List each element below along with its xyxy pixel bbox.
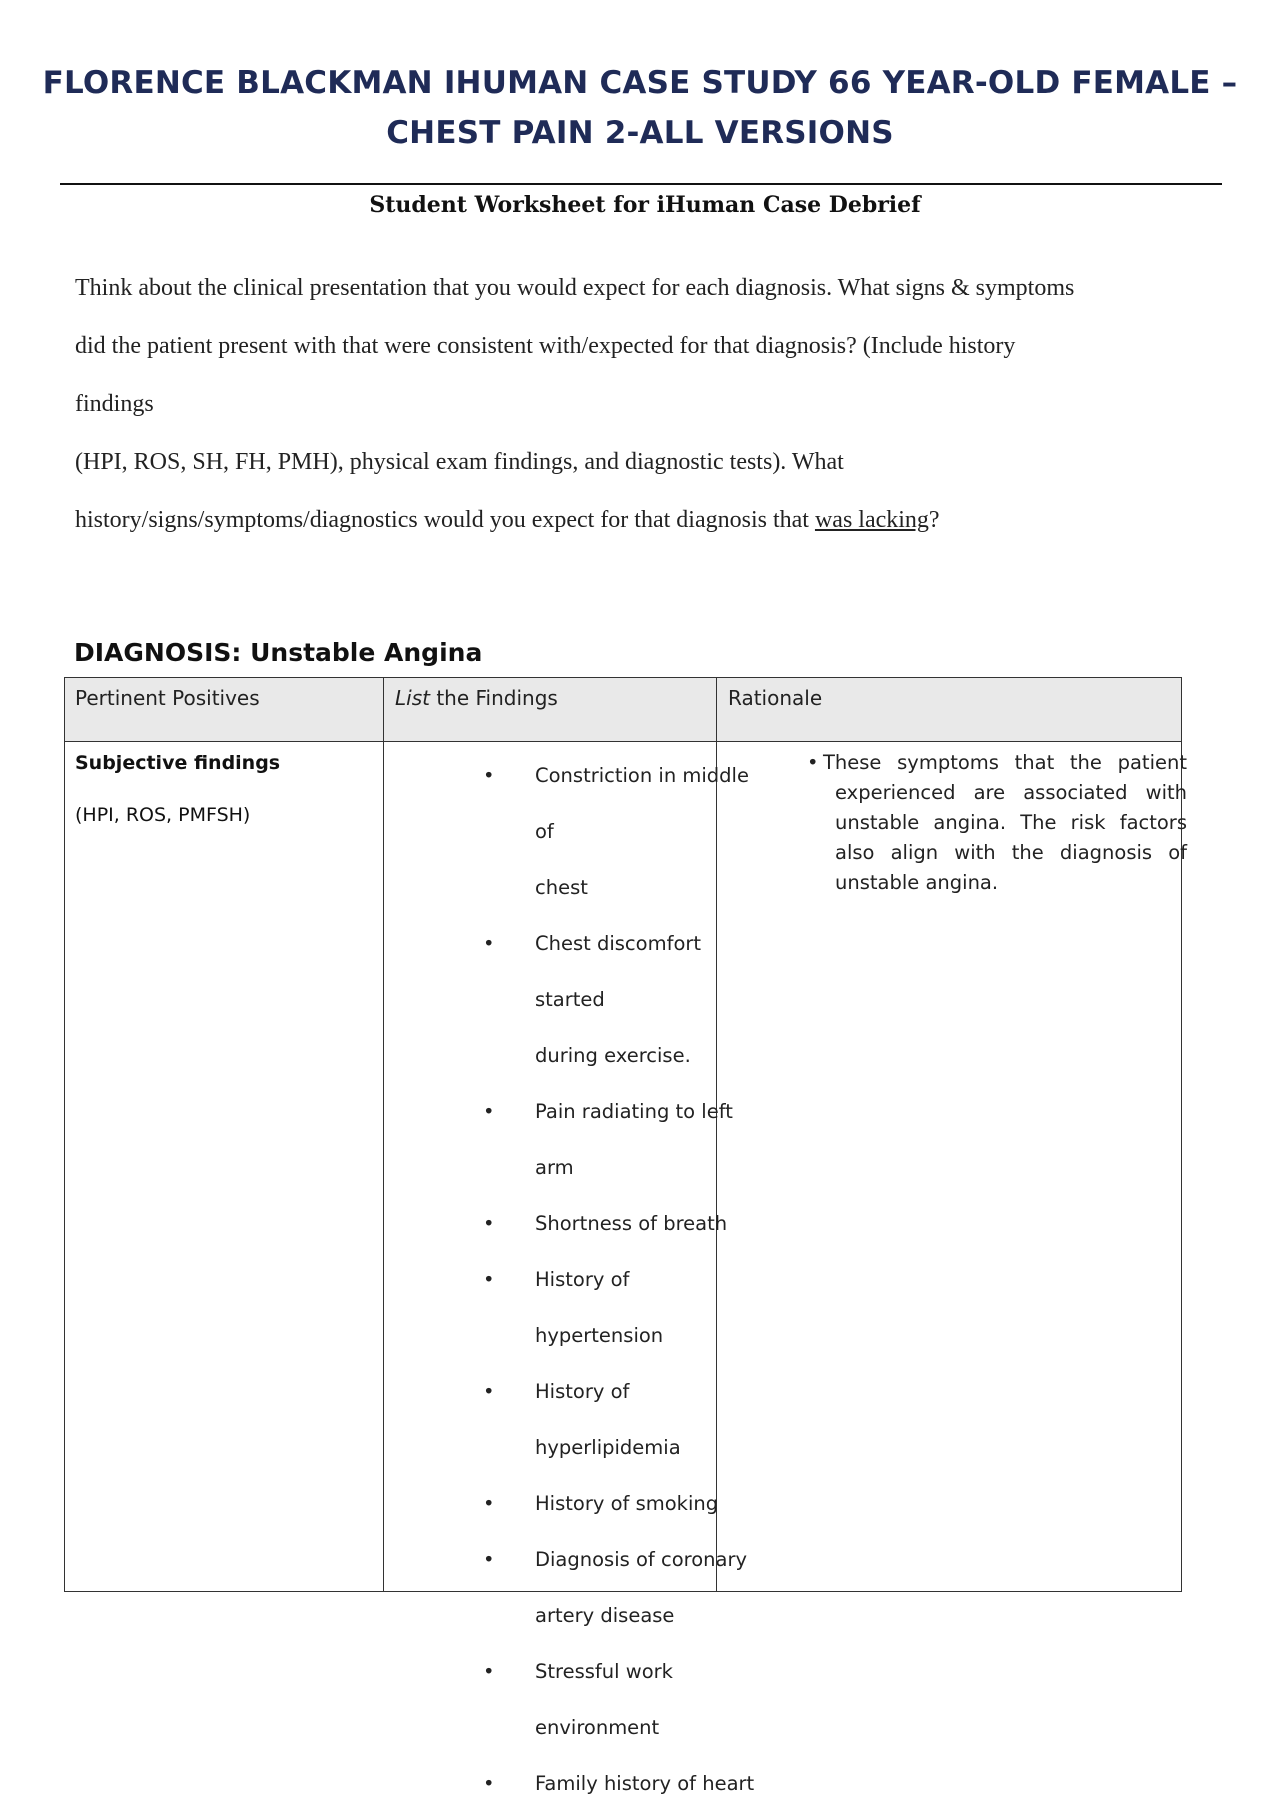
finding-text: Stressful work <box>535 1660 673 1683</box>
list-item <box>433 1252 763 1364</box>
diagnosis-heading: DIAGNOSIS: Unstable Angina <box>74 638 483 667</box>
rationale-text: These symptoms that the patient experienced are associated with unstable angina. The risk factors also align with the diagnosis of unstable angina. <box>823 751 1187 894</box>
column-divider <box>383 678 384 1591</box>
title-line-2: CHEST PAIN 2-ALL VERSIONS <box>386 115 894 151</box>
findings-list <box>433 748 763 1812</box>
header-list-italic: List <box>395 686 430 710</box>
instructions-line: did the patient present with that were consistent with/expected for that diagnosis? (Include history <box>75 333 1016 359</box>
instructions-paragraph <box>75 272 1235 562</box>
category-sublabel: (HPI, ROS, PMFSH) <box>75 804 251 826</box>
document-title <box>40 58 1240 158</box>
category-label: Subjective findings <box>75 752 281 774</box>
finding-text: Shortness of breath <box>535 1212 728 1235</box>
category-cell <box>75 752 280 826</box>
instructions-line <box>75 504 1235 562</box>
underlined-text: was lacking <box>814 507 929 533</box>
finding-text: hyperlipidemia <box>535 1436 681 1459</box>
header-pertinent-positives: Pertinent Positives <box>75 686 260 710</box>
finding-text: Family history of heart <box>535 1772 755 1795</box>
finding-text: Pain radiating to left arm <box>535 1100 733 1179</box>
list-item <box>433 1084 763 1196</box>
finding-text: during exercise. <box>535 1044 691 1067</box>
finding-text: environment <box>535 1716 660 1739</box>
finding-text: History of smoking <box>535 1492 719 1515</box>
instructions-line: Think about the clinical presentation that you would expect for each diagnosis. What signs & symptoms <box>75 275 1075 301</box>
title-line-1: FLORENCE BLACKMAN IHUMAN CASE STUDY 66 YEAR-OLD FEMALE – <box>42 65 1238 101</box>
instructions-text: ? <box>928 507 940 533</box>
title-divider <box>60 183 1222 185</box>
list-item <box>433 1476 763 1532</box>
finding-text: History of hypertension <box>535 1268 664 1347</box>
header-list-findings <box>395 686 558 710</box>
finding-text: Constriction in middle of <box>535 764 749 843</box>
bullet-icon: • <box>807 751 819 774</box>
instructions-line: findings <box>75 391 154 417</box>
list-item <box>433 1532 763 1644</box>
list-item <box>433 1196 763 1252</box>
finding-text: History of <box>535 1380 630 1403</box>
header-list-rest: the Findings <box>429 686 558 710</box>
rationale-cell <box>789 748 1187 898</box>
list-item <box>433 916 763 1084</box>
finding-text: Diagnosis of coronary <box>535 1548 748 1571</box>
finding-text: artery disease <box>535 1604 675 1627</box>
header-rationale: Rationale <box>728 686 823 710</box>
list-item <box>433 748 763 916</box>
list-item <box>433 1364 763 1476</box>
list-item <box>433 1644 763 1756</box>
finding-text: chest <box>535 876 588 899</box>
findings-table <box>64 677 1187 1795</box>
worksheet-subtitle: Student Worksheet for iHuman Case Debrief <box>369 192 921 218</box>
list-item <box>433 1756 763 1812</box>
instructions-line: (HPI, ROS, SH, FH, PMH), physical exam findings, and diagnostic tests). What <box>75 449 844 475</box>
instructions-text: history/signs/symptoms/diagnostics would you expect for that diagnosis that <box>75 507 815 533</box>
finding-text: Chest discomfort started <box>535 932 702 1011</box>
